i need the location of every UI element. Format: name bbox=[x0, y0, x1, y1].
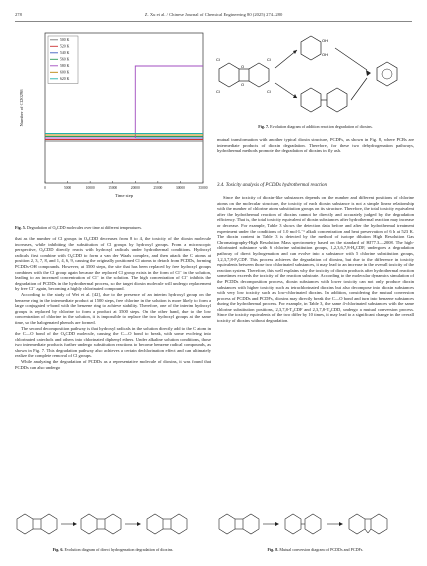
legend-label: 540 K bbox=[60, 51, 70, 55]
dioxin-structure-icon bbox=[147, 514, 187, 534]
chlorine-label: Cl bbox=[216, 89, 220, 94]
paragraph: While analyzing the degradation of PCDDs as a representative molecule of dioxins, it was found that PCDDs can also undergo bbox=[15, 359, 211, 370]
oxygen-label: O bbox=[241, 82, 245, 87]
figure-7-caption bbox=[217, 124, 414, 129]
legend-label: 520 K bbox=[60, 44, 70, 49]
figure-7-caption-text: Evolution diagram of addition reaction degradation of dioxins. bbox=[270, 124, 373, 129]
hydrogenation-diagram bbox=[15, 508, 211, 543]
x-tick-label: 0 bbox=[44, 186, 46, 190]
paragraph: According to the study of Wei et al. [42], due to the presence of an interim hydroxyl group on the benzene ring in the intermediate product at 1500 steps, free chlorine in the solution is more likely to form a large conjugated π-bond with the benzene ring to achieve stability. Therefore, one of the interim hydroxyl groups is replaced by chlorine to form a product at 3500 steps. On the other hand, due to the low concentration of chlorine in the solution, it is impossible to replace the two hydroxyl groups at the same time, so the halogenated phenols are formed. bbox=[15, 291, 211, 325]
reaction-arrow-icon bbox=[351, 78, 367, 100]
figure-6-caption bbox=[15, 547, 211, 552]
hydroxyl-label: OH bbox=[322, 52, 328, 57]
dibenzofuran-structure-icon bbox=[349, 514, 387, 534]
chlorine-label: Cl bbox=[267, 89, 271, 94]
x-tick-label: 20000 bbox=[130, 186, 140, 190]
catechol-structure-icon bbox=[301, 36, 328, 60]
paragraph: mutual transformation with another typical dioxin structure, PCDFs, as shown in Fig. 8, where PCBs are intermediate products of dioxin degradation. Therefore, for these two dehydrogenation pathways, hydrothermal methods promote the degradation of dioxins in fly ash. bbox=[217, 137, 414, 154]
x-tick-label: 30000 bbox=[175, 186, 185, 190]
mutual-conversion-diagram bbox=[217, 508, 414, 543]
legend-label: 580 K bbox=[60, 64, 70, 68]
figure-7-label: Fig. 7. bbox=[258, 124, 270, 129]
figure-8-label: Fig. 8. bbox=[267, 547, 279, 552]
figure-5-label: Fig. 5. bbox=[15, 225, 26, 230]
section-title: 3.4. Toxicity analysis of PCDDs hydrothermal reaction bbox=[217, 183, 327, 188]
figure-6-caption-text: Evolution diagram of direct hydrogenation degradation of dioxins. bbox=[64, 547, 174, 552]
paragraph: The second decomposition pathway is that hydroxyl radicals in the solution directly add to the C atom in the C—O bond of the O₈CDD molecule, causing the C—O bond to break, with some evolving into chlorinated catechols and others into chlorinated diphenyl ethers. Under alkaline solution conditions, those two intermediate products further undergo substitution reactions to become benzene radical compounds, as shown in Fig. 7. This degradation pathway also achieves a certain dechlorination effect and can ultimately realize the complete removal of Cl groups. bbox=[15, 325, 211, 359]
page-number: 278 bbox=[15, 12, 22, 17]
paragraph: that as the number of Cl groups in O₈CDD decreases from 8 to 4, the toxicity of the dioxin molecule increases, while inhibiting the substitution of Cl groups by hydroxyl groups. From a microscopic perspective, O₈CDD directly reacts with hydroxyl radicals under hydrothermal conditions. Hydroxyl radicals first combine with O₈CDD to form a van der Waals complex, and then attack the C atoms at position 2, 3, 7, 8, and 1, 4, 6, 9, causing the originally positioned Cl atoms to detach from PCDDs, forming PCDDs-OH compounds. However, at 3500 steps, the site that has been replaced by free hydroxyl groups combines with the Cl group again because the replaced Cl group exists in the form of Cl⁻ in the solution, leading to an increased concentration of Cl⁻ in the solution. The high concentration of Cl⁻ inhibits the degradation of PCDDs in the hydrothermal process, so the target dioxin molecule will undergo replacement by free Cl⁻ again, becoming a highly chlorinated compound. bbox=[15, 236, 211, 292]
header-rule bbox=[15, 21, 412, 22]
legend-label: 600 K bbox=[60, 70, 70, 75]
legend-label: 560 K bbox=[60, 57, 70, 62]
benzene-structure-icon bbox=[377, 62, 397, 86]
right-column-body bbox=[217, 195, 414, 324]
figure-8-caption bbox=[217, 547, 414, 552]
x-tick-label: 5000 bbox=[63, 186, 72, 190]
x-axis-label: Time step bbox=[114, 193, 134, 198]
paragraph: Since the toxicity of dioxin-like substances depends on the number and different positions of chlorine atoms on the molecular structure, the toxicity of each dioxin substance is not a simple linear relationship with the number of chlorine atom substitution groups on its structure. Therefore, the total toxicity equivalent after the hydrothermal reaction of dioxins cannot be directly and accurately judged by the degradation efficiency. That is, the total toxicity equivalent of dioxin substances after hydrothermal reaction may increase or decrease. For example, Table 3 shows the detection data before and after the hydrothermal treatment experiment under the conditions of 1.0 mol·L⁻¹ alkali concentration and heat preservation of 6 h at 523 K. The dioxin content in Table 3 is detected by the method of isotope dilution High Resolution Gas Chromatography-High Resolution Mass spectrometry based on the standard of HJ77.3—2008. The high-chlorinated substance with 6 chlorine substitution groups, 1,2,3,6,7,8-H₆CDF, undergoes a degradation pathway of direct hydrogenation and can evolve into a substance with 5 chlorine substitution groups, 1,2,3,7,8-P₅CDF. This process achieves the degradation of dioxins, but due to the difference in toxicity equivalents between those two chlorinated substances, it may lead to an increase in the overall toxicity of the reaction system. Therefore, this well explains why the toxicity of dioxin products after hydrothermal reaction sometimes exceeds the toxicity of the reaction substrate. According to the molecular dynamics simulation of the PCDDs decomposition process, dioxin substances with lower toxicity can not only produce dioxin substances with higher toxicity such as tetrachlorinated dioxins but also decompose into dioxin substances with very low toxicity such as low-chlorinated dioxins. In addition, considering the mutual conversion process of PCDDs and PCDFs, dioxins may directly break the C—O bond and turn into benzene substances during the hydrothermal process. For example, in Table 3, the same 4-chlorinated substances with the same chlorine substitution positions, 2,3,7,8-T₄CDF and 2,3,7,8-T₄CDD, undergo a mutual conversion process. Since the toxicity equivalents of the two differ by 10 times, it may lead to a significant change in the overall toxicity of dioxins without degradation. bbox=[217, 195, 414, 324]
figure-8 bbox=[217, 508, 414, 543]
chlorine-label: Cl bbox=[267, 57, 271, 62]
dioxin-structure-icon bbox=[81, 514, 121, 534]
figure-6 bbox=[15, 508, 211, 543]
chlorine-label: Cl bbox=[216, 57, 220, 62]
reaction-arrow-icon bbox=[275, 83, 297, 98]
left-column-body bbox=[15, 236, 211, 370]
degradation-chart bbox=[15, 25, 210, 220]
legend-label: 620 K bbox=[60, 77, 70, 81]
dioxin-structure-icon bbox=[219, 514, 259, 534]
figure-8-caption-text: Mutual conversion diagram of PCDDs and PCDFs. bbox=[279, 547, 364, 552]
running-title: Z. Xu et al. / Chinese Journal of Chemical Engineering 80 (2025) 274–280 bbox=[144, 12, 283, 17]
legend-label: 500 K bbox=[60, 38, 70, 42]
biphenyl-structure-icon bbox=[285, 514, 321, 534]
figure-6-label: Fig. 6. bbox=[52, 547, 64, 552]
figure-5 bbox=[15, 25, 210, 220]
dioxin-structure-icon bbox=[17, 514, 57, 534]
right-column-intro bbox=[217, 137, 414, 154]
diphenyl-ether-structure-icon bbox=[301, 88, 347, 112]
x-tick-label: 10000 bbox=[85, 186, 95, 190]
addition-reaction-diagram bbox=[217, 28, 414, 118]
x-tick-label: 25000 bbox=[153, 186, 163, 190]
figure-7 bbox=[217, 28, 414, 118]
reaction-arrow-icon bbox=[275, 50, 297, 68]
y-axis-label: Number of Cl20298 bbox=[19, 89, 24, 127]
dioxin-structure-icon bbox=[216, 57, 271, 94]
oxygen-label: O bbox=[241, 64, 245, 69]
x-tick-label: 15000 bbox=[108, 186, 118, 190]
figure-5-caption bbox=[15, 225, 210, 230]
x-tick-label: 35000 bbox=[198, 186, 208, 190]
hydroxyl-label: OH bbox=[322, 38, 328, 43]
reaction-arrow-icon bbox=[335, 48, 367, 70]
figure-5-caption-text: Degradation of O₈CDD molecules over time at different temperatures. bbox=[26, 225, 142, 230]
